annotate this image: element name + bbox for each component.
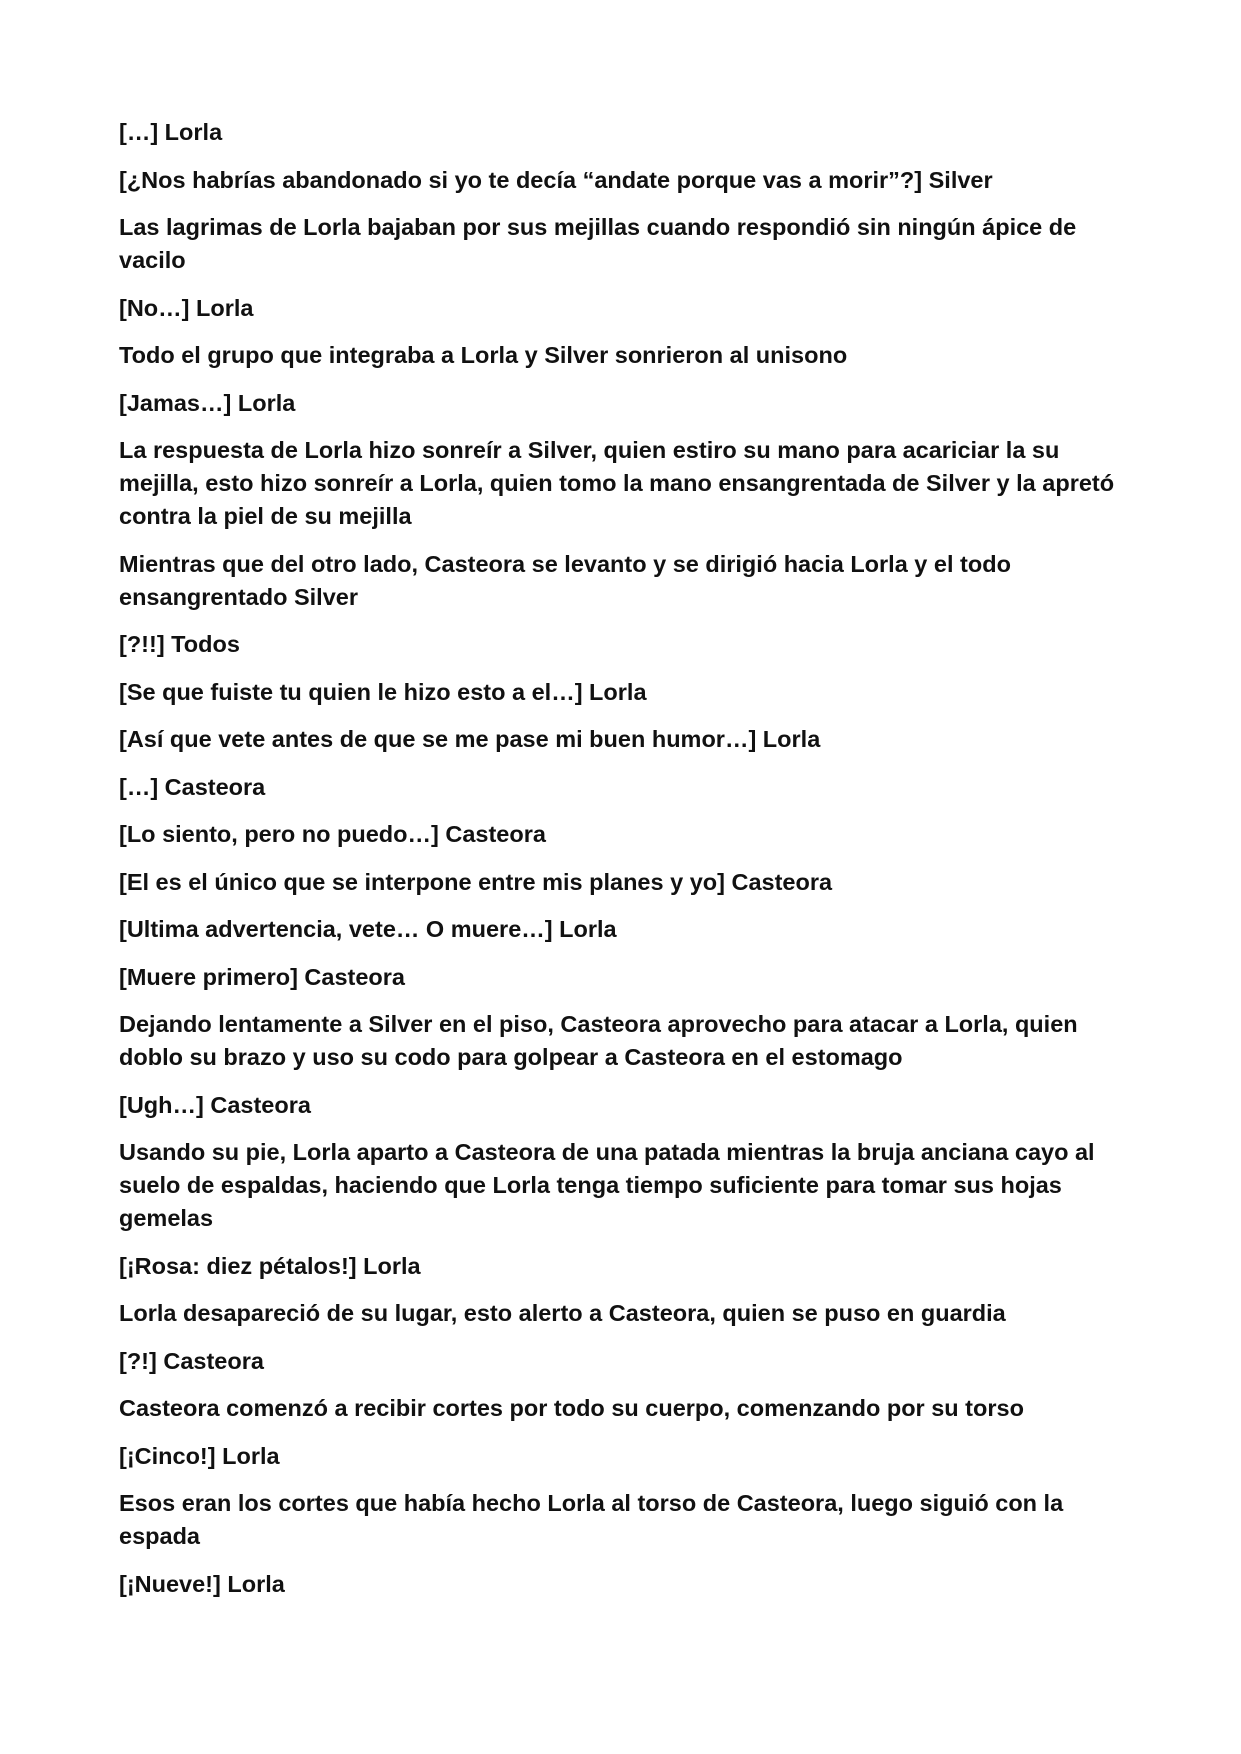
narration-paragraph: Dejando lentamente a Silver en el piso, Casteora aprovecho para atacar a Lorla, quien doblo su brazo y uso su codo para golpear a Casteora en el estomago — [119, 1011, 1078, 1070]
dialogue-line: [?!] Casteora — [119, 1347, 264, 1374]
narration-paragraph: Esos eran los cortes que había hecho Lorla al torso de Casteora, luego siguió con la espada — [119, 1490, 1064, 1549]
dialogue-line: [Ultima advertencia, vete… O muere…] Lorla — [119, 916, 617, 942]
dialogue-line: [¡Rosa: diez pétalos!] Lorla — [119, 1252, 421, 1279]
narration-paragraph: Lorla desapareció de su lugar, esto alerto a Casteora, quien se puso en guardia — [119, 1300, 1006, 1326]
dialogue-line: [El es el único que se interpone entre mis planes y yo] Casteora — [119, 868, 833, 895]
dialogue-line: [Muere primero] Casteora — [119, 963, 405, 990]
narration-paragraph: La respuesta de Lorla hizo sonreír a Silver, quien estiro su mano para acariciar la su mejilla, esto hizo sonreír a Lorla, quien tomo la mano ensangrentada de Silver y la apretó contra la piel de su mejilla — [119, 437, 1115, 529]
dialogue-line: [Se que fuiste tu quien le hizo esto a el…] Lorla — [119, 678, 647, 705]
dialogue-line: [Así que vete antes de que se me pase mi buen humor…] Lorla — [119, 726, 821, 752]
dialogue-line: […] Lorla — [119, 119, 223, 145]
narration-paragraph: Las lagrimas de Lorla bajaban por sus mejillas cuando respondió sin ningún ápice de vacilo — [119, 214, 1077, 273]
document-body — [119, 116, 1129, 1615]
narration-paragraph: Mientras que del otro lado, Casteora se levanto y se dirigió hacia Lorla y el todo ensangrentado Silver — [119, 550, 1011, 610]
dialogue-line: [Lo siento, pero no puedo…] Casteora — [119, 821, 546, 847]
narration-paragraph: Casteora comenzó a recibir cortes por todo su cuerpo, comenzando por su torso — [119, 1395, 1024, 1421]
dialogue-line: [¡Cinco!] Lorla — [119, 1442, 280, 1469]
dialogue-line: […] Casteora — [119, 773, 266, 800]
dialogue-line: [?!!] Todos — [119, 631, 240, 657]
dialogue-line: [Ugh…] Casteora — [119, 1091, 311, 1118]
dialogue-line: [No…] Lorla — [119, 294, 254, 321]
dialogue-line: [¿Nos habrías abandonado si yo te decía “andate porque vas a morir”?] Silver — [119, 166, 993, 193]
narration-paragraph: Todo el grupo que integraba a Lorla y Silver sonrieron al unisono — [119, 342, 848, 368]
dialogue-line: [Jamas…] Lorla — [119, 389, 296, 416]
narration-paragraph: Usando su pie, Lorla aparto a Casteora de una patada mientras la bruja anciana cayo al suelo de espaldas, haciendo que Lorla tenga tiempo suficiente para tomar sus hojas gemelas — [119, 1139, 1095, 1231]
dialogue-line: [¡Nueve!] Lorla — [119, 1570, 285, 1597]
